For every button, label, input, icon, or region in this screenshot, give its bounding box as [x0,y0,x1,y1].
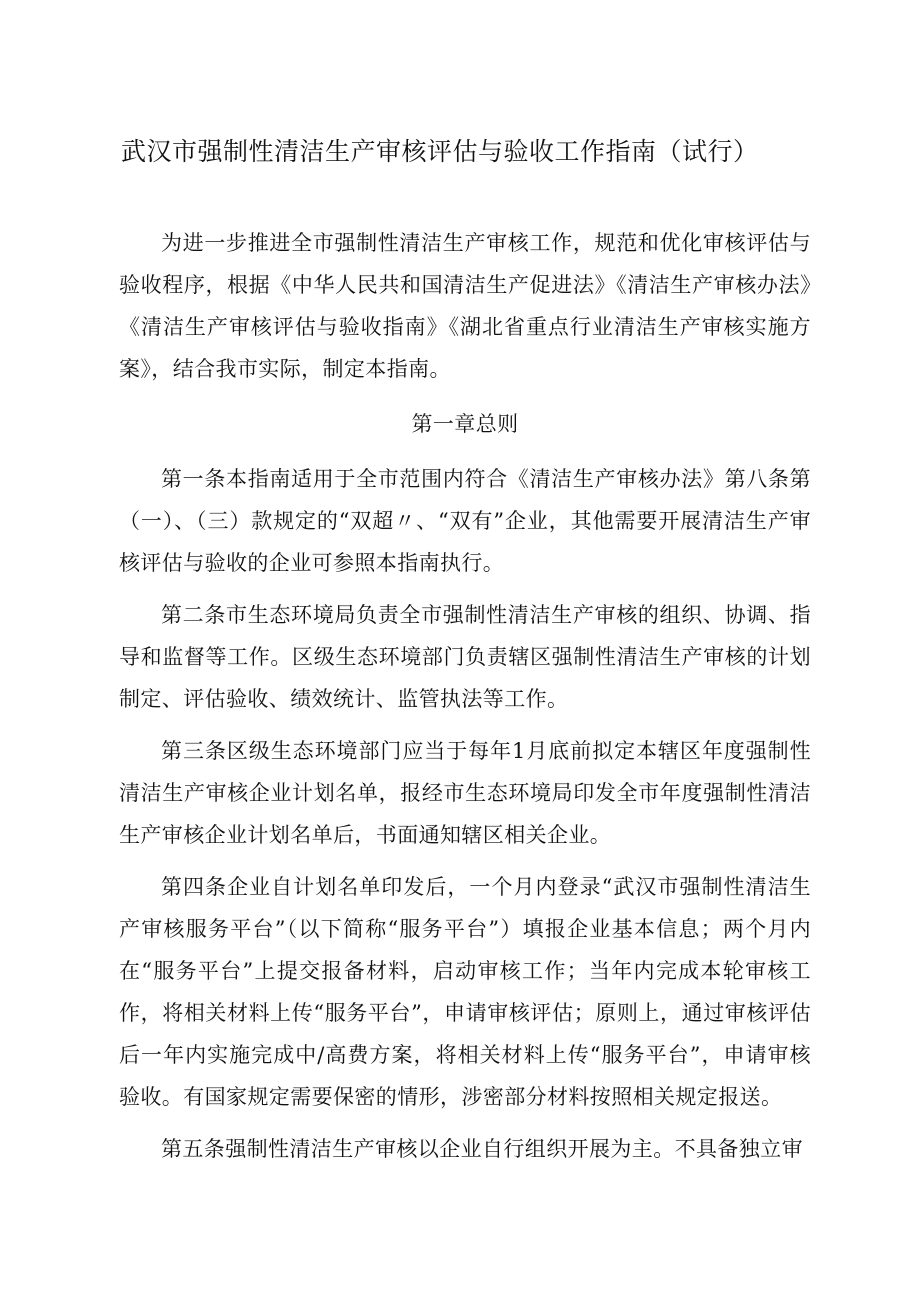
article-4: 第四条企业自计划名单印发后，一个月内登录“武汉市强制性清洁生产审核服务平台”（以下简称“服务平台”）填报企业基本信息；两个月内在“服务平台”上提交报备材料，启动审核工作；当年内完成本轮审核工作，将相关材料上传“服务平台”，申请审核评估；原则上，通过审核评估后一年内实施完成中/高费方案，将相关材料上传“服务平台”，申请审核验收。有国家规定需要保密的情形，涉密部分材料按照相关规定报送。 [119,875,811,1109]
document-title: 武汉市强制性清洁生产审核评估与验收工作指南（试行） [121,137,759,166]
article-3: 第三条区级生态环境部门应当于每年1月底前拟定本辖区年度强制性清洁生产审核企业计划名单，报经市生态环境局印发全市年度强制性清洁生产审核企业计划名单后，书面通知辖区相关企业。 [119,739,811,847]
article-1: 第一条本指南适用于全市范围内符合《清洁生产审核办法》第八条第（一）、（三）款规定的“双超〃、“双有”企业，其他需要开展清洁生产审核评估与验收的企业可参照本指南执行。 [119,467,811,575]
intro-paragraph: 为进一步推进全市强制性清洁生产审核工作，规范和优化审核评估与验收程序，根据《中华人民共和国清洁生产促进法》《清洁生产审核办法》《清洁生产审核评估与验收指南》《湖北省重点行业清洁生产审核实施方案》，结合我市实际，制定本指南。 [119,231,811,381]
article-2: 第二条市生态环境局负责全市强制性清洁生产审核的组织、协调、指导和监督等工作。区级生态环境部门负责辖区强制性清洁生产审核的计划制定、评估验收、绩效统计、监管执法等工作。 [119,603,811,711]
chapter-heading: 第一章总则 [411,412,519,436]
article-5: 第五条强制性清洁生产审核以企业自行组织开展为主。不具备独立审 [161,1137,803,1161]
document-body [119,222,811,1180]
